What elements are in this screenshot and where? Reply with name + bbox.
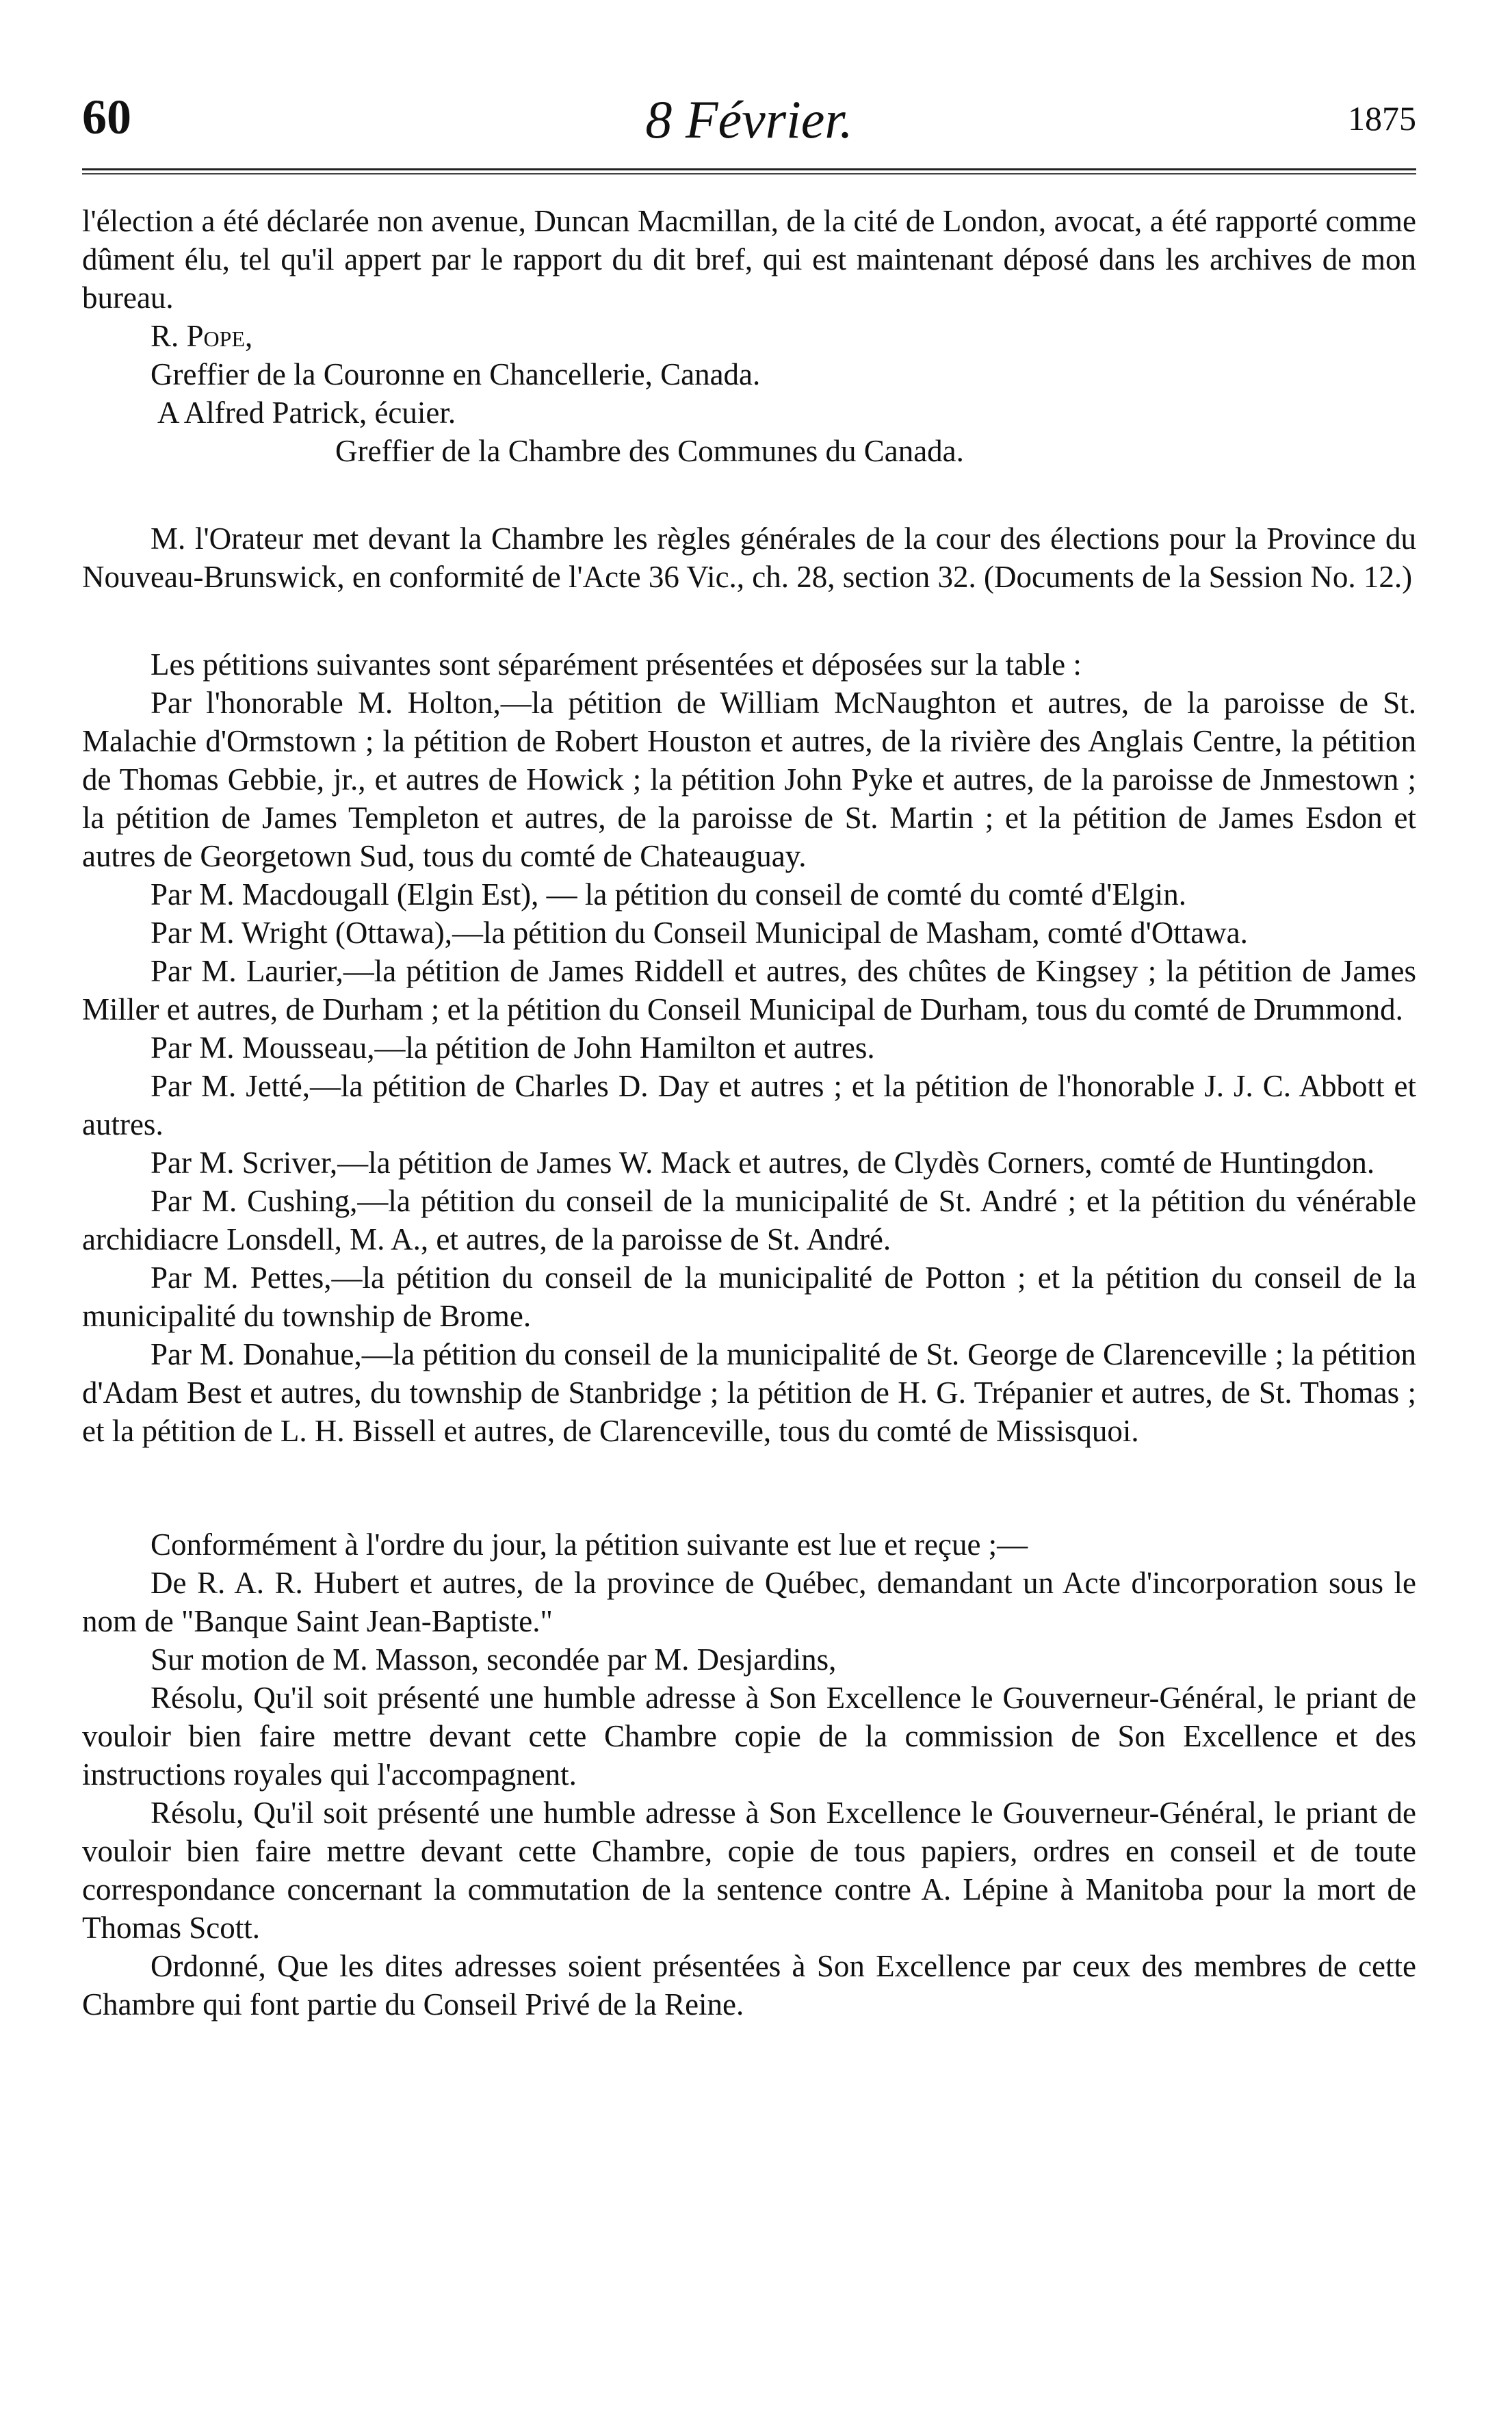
signature-title: Greffier de la Couronne en Chancellerie, Canada. (151, 357, 761, 391)
petition-item: Par M. Pettes,—la pétition du conseil de la municipalité de Potton ; et la pétition du conseil de la municipalité du township de Brome. (82, 1261, 1416, 1333)
page-date: 8 Février. (645, 90, 853, 149)
petition-item: Par M. Wright (Ottawa),—la pétition du Conseil Municipal de Masham, comté d'Ottawa. (151, 916, 1248, 950)
petition-item: Par M. Cushing,—la pétition du conseil de la municipalité de St. André ; et la pétition du vénérable archidiacre Lonsdell, M. A., et autres, de la paroisse de St. André. (82, 1184, 1416, 1256)
section-gap (82, 596, 1416, 645)
header-rule-secondary (82, 173, 1416, 175)
page-number: 60 (82, 90, 131, 144)
header-rule (82, 168, 1416, 170)
petition-item: Par M. Scriver,—la pétition de James W. Mack et autres, de Clydès Corners, comté de Huntingdon. (151, 1146, 1375, 1180)
petition-item: Par M. Mousseau,—la pétition de John Hamilton et autres. (151, 1031, 875, 1065)
signature-name: R. Pope, (151, 319, 253, 353)
ordre-paragraph: Ordonné, Que les dites adresses soient présentées à Son Excellence par ceux des membres de cette Chambre qui font partie du Conseil Privé de la Reine. (82, 1949, 1416, 2022)
ordre-paragraph: De R. A. R. Hubert et autres, de la province de Québec, demandant un Acte d'incorporation sous le nom de "Banque Saint Jean-Baptiste." (82, 1566, 1416, 1638)
petition-item: Par M. Laurier,—la pétition de James Riddell et autres, des chûtes de Kingsey ; la pétition de James Miller et autres, de Durham ; et la pétition du Conseil Municipal de Durham, tous du comté de Drummond. (82, 954, 1416, 1026)
section-gap (82, 470, 1416, 519)
petition-item: Par M. Donahue,—la pétition du conseil de la municipalité de St. George de Clarenceville ; la pétition d'Adam Best et autres, du township de Stanbridge ; la pétition de H. G. Trépanier et autres, de St. Thomas ; et la pétition de L. H. Bissell et autres, de Clarenceville, tous du comté de Missisquoi. (82, 1337, 1416, 1448)
ordre-paragraph: Résolu, Qu'il soit présenté une humble adresse à Son Excellence le Gouverneur-Général, le priant de vouloir bien faire mettre devant cette Chambre, copie de tous papiers, ordres en conseil et de toute correspondance concernant la commutation de la sentence contre A. Lépine à Manitoba pour la mort de Thomas Scott. (82, 1796, 1416, 1945)
ordre-paragraph: Conformément à l'ordre du jour, la pétition suivante est lue et reçue ;— (151, 1527, 1028, 1562)
petition-item: Par l'honorable M. Holton,—la pétition de William McNaughton et autres, de la paroisse de St. Malachie d'Ormstown ; la pétition de Robert Houston et autres, de la rivière des Anglais Centre, la pétition de Thomas Gebbie, jr., et autres de Howick ; la pétition John Pyke et autres, de la paroisse de Jnmestown ; la pétition de James Templeton et autres, de la paroisse de St. Martin ; et la pétition de James Esdon et autres de Georgetown Sud, tous du comté de Chateauguay. (82, 686, 1416, 873)
election-paragraph: l'élection a été déclarée non avenue, Duncan Macmillan, de la cité de London, avocat, a été rapporté comme dûment élu, tel qu'il appert par le rapport du dit bref, qui est maintenant déposé dans les archives de mon bureau. (82, 204, 1416, 315)
addressee: A Alfred Patrick, écuier. (157, 396, 456, 430)
page-header (82, 89, 1416, 164)
ordre-paragraph: Résolu, Qu'il soit présenté une humble adresse à Son Excellence le Gouverneur-Général, le priant de vouloir bien faire mettre devant cette Chambre copie de la commission de Son Excellence et des instructions royales qui l'accompagnent. (82, 1681, 1416, 1792)
petition-item: Par M. Macdougall (Elgin Est), — la pétition du conseil de comté du comté d'Elgin. (151, 877, 1187, 912)
petitions-intro: Les pétitions suivantes sont séparément présentées et déposées sur la table : (151, 647, 1082, 682)
addressee-title: Greffier de la Chambre des Communes du Canada. (335, 434, 964, 468)
ordre-paragraph: Sur motion de M. Masson, secondée par M. Desjardins, (151, 1642, 837, 1677)
petition-item: Par M. Jetté,—la pétition de Charles D. Day et autres ; et la pétition de l'honorable J. J. C. Abbott et autres. (82, 1069, 1416, 1141)
document-body (82, 202, 1416, 2024)
page-year: 1875 (1348, 99, 1416, 138)
section-gap (82, 1450, 1416, 1525)
orateur-paragraph: M. l'Orateur met devant la Chambre les règles générales de la cour des élections pour la Province du Nouveau-Brunswick, en conformité de l'Acte 36 Vic., ch. 28, section 32. (Documents de la Session No. 12.) (82, 521, 1416, 594)
document-page (82, 89, 1416, 2024)
